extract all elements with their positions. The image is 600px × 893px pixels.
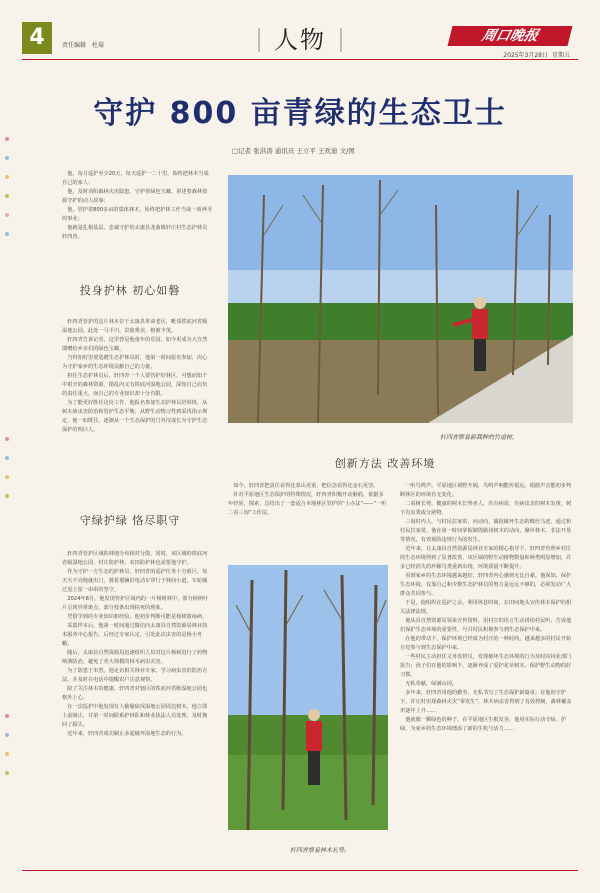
issue-weekday: 星期五 (551, 52, 570, 59)
decor-dot (5, 137, 9, 141)
decor-dot (5, 475, 9, 479)
column-method-intro (228, 482, 388, 554)
paragraph: 如今，轩四青把责任看得比泰山更重，把信念看得比金石更坚。 (233, 483, 379, 489)
decor-dot (5, 733, 9, 737)
paragraph: 他，管护着800多亩的集体林木，始终把护林工作当成一项神圣的事业； (62, 207, 212, 222)
photo-top-image (228, 175, 573, 423)
paragraph: 他就是扎根基层、忠诚守护的太康县龙曲镇轩庄村生态护林员轩四青。 (62, 225, 208, 240)
decor-dot (5, 714, 9, 718)
column-section2 (62, 550, 212, 865)
paragraph: 他从县自然资源局领来宣传资料，用村宣的语言生动讲给村民听，告诉他们保护生态环境的重要性，号召村民积极参与到生态保护中来。 (400, 618, 572, 633)
decor-dot (5, 752, 9, 756)
paragraph: 无私奉献，绿满山冈。 (405, 681, 458, 687)
paragraph: 担任生态护林员后，轩四青一个人要管护好林区，可想而知个中艰辛的森林资源，错乱内又有铁底河湿地公园，深知自己肩负的责任重大，而自己的专业知识却十分有限。 (62, 373, 208, 397)
photo-top (228, 175, 573, 423)
masthead-logo: 周口晚报 (448, 26, 573, 46)
date-line (499, 50, 570, 59)
issue-date: 2025年3月28日 (503, 52, 548, 59)
editor-label: 责任编辑 (62, 42, 87, 49)
photo-bottom (228, 565, 388, 830)
paragraph: 在他的带动下，保护环境已经成为村庄的一种时尚，越来越多的村民开始自觉参与到生态保护中来。 (400, 636, 572, 651)
paragraph: 他，及时劝阻森林火灾隐患，守护着绿色宝藏，讲述着森林资源守护的动人故事； (62, 189, 208, 204)
column-section1 (62, 318, 212, 488)
paragraph: 当得知村里要选聘生态护林员时，他第一时间报名参加，决心为守护家乡的生态环境贡献自己的力量。 (62, 355, 208, 370)
decor-dot (5, 194, 9, 198)
footer-rule (22, 870, 578, 871)
paragraph: 随后，太康县自然资源局迅速组织人员对这片杨树进行了药物喷洒防治，避免了更大规模的林木病虫灾害。 (62, 650, 208, 665)
photo-bottom-image (228, 565, 388, 830)
section-title: 人物 (258, 28, 342, 52)
subhead-2: 守绿护绿 恪尽职守 (79, 514, 181, 527)
paragraph: 针对平原地区生态保护的特殊情况，轩四青积极开动脑筋，依据多年经验，探索、总结出了一套适合本地林区管护的“土办法”——“一听二看三询”工作法。 (228, 492, 387, 516)
paragraph: 轩四青告诉记者，这里曾是他童年的乐园，如今更成为大自然馈赠给乡亲们的绿色宝藏。 (62, 337, 208, 352)
paragraph: 二看树长势，健康的树木长势喜人，若有病苗，有病虫害的树木发黄，树下有虫粪或分泌物。 (400, 501, 572, 516)
paragraph: 他，每月巡护至少20天，每天巡护一二十里，始终把林木当成自己的家人； (62, 171, 209, 186)
paragraph: 一听鸟鸣声，平原地区视野开阔，鸟鸣声响能传很远，根据声音能初步判断林区的环境有无变化。 (400, 483, 572, 498)
paragraph: 除了关注林木的健康，轩四青对辖区的铁底河省级湿地公园也格外上心。 (62, 686, 208, 701)
subhead-3: 创新方法 改善环境 (334, 457, 436, 470)
paragraph: 于是，他组织在巡护之余，利用休息时间，在田间地头宣传林木保护的相关法律法规。 (400, 600, 572, 615)
paragraph: 他就像一颗绿色的种子，在平原地区生根发芽，他用实际行动守绿、护绿，为家乡的生态环境增添了新的生机与活力…… (400, 717, 567, 732)
paragraph: 作为守护一方生态的护林员，轩四青的巡护任务十分艰巨，每天天不亮他就出门，骑着那辆旧电动车穿行于林间小道，车轮碾过泥土留一串串的坚守。 (62, 569, 208, 593)
photo-top-caption: 轩四青察看新栽种的竹道树。 (440, 434, 519, 441)
column-method (400, 482, 572, 865)
page-number: 4 (22, 22, 52, 54)
paragraph: 为了防患于未然，他走访相关林业专家，学习病虫害的防治方法，并及时在电话中提醒农户注意观察。 (62, 668, 208, 683)
paragraph: 三询村内人，与村民拉家常，问动向，捕捉破坏生态的蛛丝马迹。通过和村民拉家常，他在第一时间掌握制毁偷伐树木的动向，聚坏林木、非法开垦等情况，有效预防违规行为的发生。 (400, 519, 572, 543)
decor-dot (5, 156, 9, 160)
paragraph: 在一次巡护中他发现有人偷偷砍伐湿地公园周边树木，他立即上前制止，并第一时间联系护林队和林业执法人员处理，及时挽回了损失。 (62, 704, 208, 728)
paragraph: 为了能更好胜任这份工作，他报名参加生态护林员培训班，从树木病虫害防治和管护生态平衡，从野生动物习性到采伐指示规定，他一如既往，逐渐从一个生态保护的门外汉成长为守护生态保护的明白人。 (62, 400, 208, 433)
decor-dot (5, 456, 9, 460)
subhead-1: 投身护林 初心如磐 (79, 284, 181, 297)
paragraph: 近年来，在太康县自然资源局林业专家的精心指导下，轩四青管理乡村庄的生态环境得到了显著改善，该区域的野生动植物数量和种类明显增加，许多已经消失的珍稀鸟类重新出现，环境质量不断提升。 (400, 546, 572, 570)
decor-dot (5, 771, 9, 775)
paragraph: 2024年8月，他发现管护区域内的一片杨树林中，部分杨树叶片呈现异常斑点，部分枝条出现枯死的现象。 (62, 596, 209, 611)
decor-dot (5, 494, 9, 498)
decor-dot (5, 175, 9, 179)
decor-dots-bottom (5, 705, 17, 781)
paragraph: 多年来，轩四青用他的勤劳，无私书写了生态保护新篇章。在他的守护下，许庄村实现森林火灾“零发生”，林木病虫害得到了有效控制，森林覆盖率逐年上升…… (400, 690, 572, 714)
paragraph: 轩四青管护的这片林木位于太康县革命老区，毗邻铁底河省级湿地公园，此处一马平川，景致秀美，植被丰茂。 (62, 319, 208, 334)
decor-dots-top (5, 128, 17, 242)
decor-dot (5, 437, 9, 441)
paragraph: 一些村民主动担任义务监督员，发现破坏生态环境的行为及时向林业部门报告；孩子们在他的影响下，逐渐养成了爱护花草树木、保护野生动物的好习惯。 (400, 654, 572, 678)
photo-bottom-caption: 轩四青察看林木长势。 (290, 847, 351, 854)
header-rule (22, 59, 578, 60)
paragraph: 凭借学到的专业知识和经验，他初步判断可能是杨树溃疡病。 (67, 614, 208, 620)
paragraph: 看到家乡的生态环境越来越好，轩四青内心感到无比自豪。他深知，保护生态环境，仅靠自己和少数生态护林员的努力是远远不够的，必须发动广大群众共同参与。 (400, 573, 572, 597)
decor-dots-mid (5, 428, 17, 504)
column-intro (62, 170, 212, 260)
paragraph: 近年来，轩四青成功制止多起破坏湿地生态的行为。 (67, 731, 187, 737)
paragraph: 采集样本后，他第一时间通过微信向太康县自然资源局林业技术服务中心报告。后经过专家认定，引发此次虫害的是杨小舟蛾。 (62, 623, 208, 647)
article-headline: 守护 800 亩青绿的生态卫士 (93, 96, 507, 131)
article-byline: □记者 张洪涛 通讯员 王立平 王欢迪 文/图 (232, 147, 355, 155)
editor-name: 杜莓 (92, 42, 105, 49)
decor-dot (5, 213, 9, 217)
decor-dot (5, 232, 9, 236)
paragraph: 轩四青管护区域的林地分布相对分散，同时，该区域的铁底河省级湿地公园、村庄防护林、农田防护林也需要他守护。 (62, 551, 208, 566)
